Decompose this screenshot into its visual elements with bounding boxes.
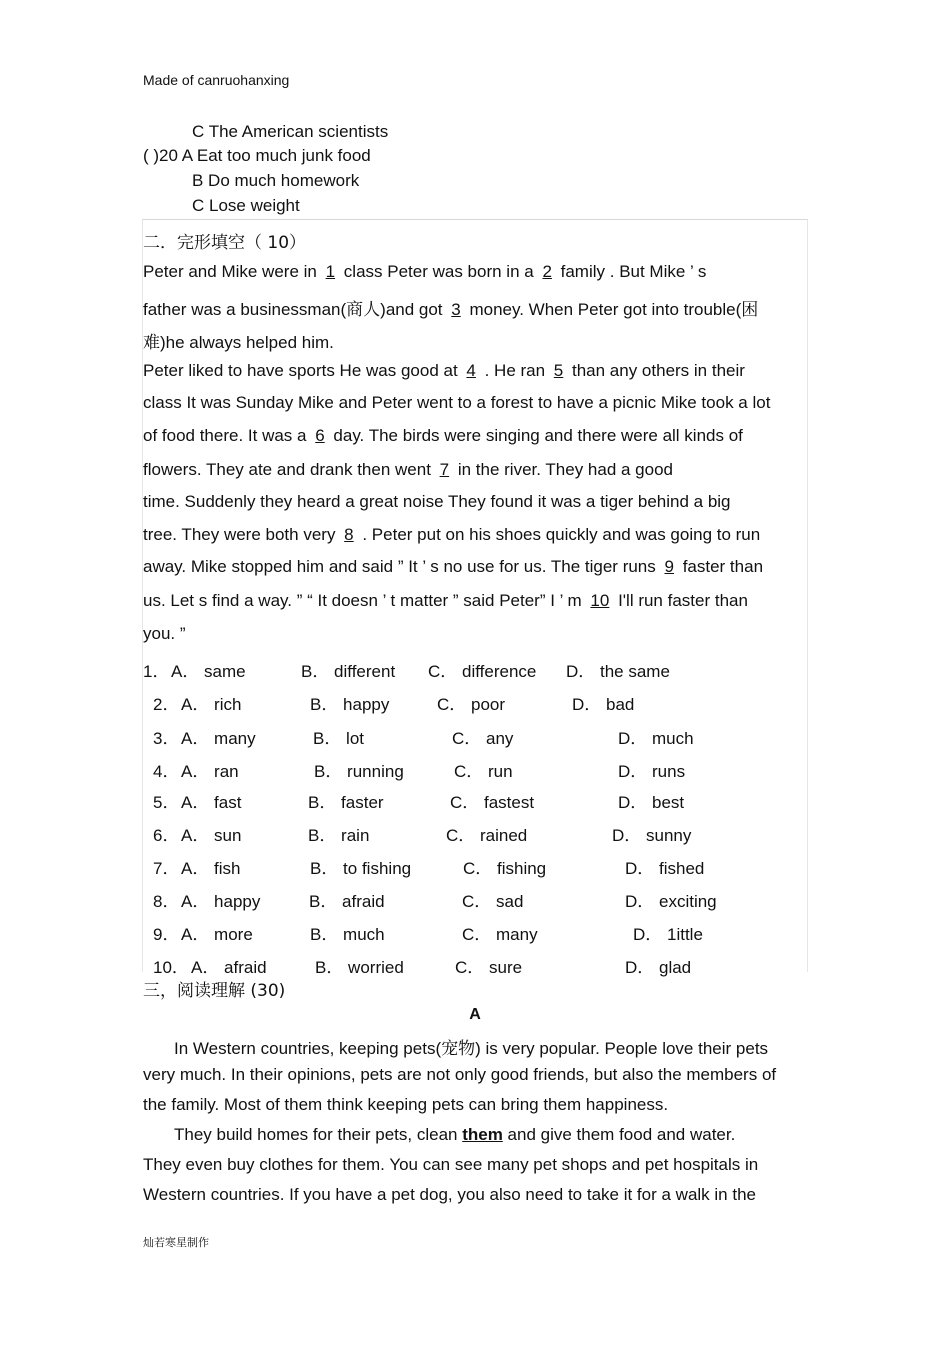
option-row-4	[153, 757, 686, 782]
text: I'll run faster than	[613, 591, 748, 610]
blank-10: 10	[590, 591, 610, 610]
text: and give them food and water.	[502, 1125, 736, 1144]
option-number: 5．	[153, 793, 180, 812]
option-a: A． happy	[181, 892, 261, 911]
text: than any others in their	[567, 361, 745, 380]
text: in the river. They had a good	[453, 460, 673, 479]
cloze-line-7	[143, 460, 673, 480]
cloze-line-4	[143, 361, 745, 381]
option-number: 2．	[153, 695, 180, 714]
text: us. Let s find a way. ” “ It doesn ’ t matter ” said Peter” I ’ m	[143, 591, 587, 610]
option-d: D． 1ittle	[633, 925, 703, 944]
passage-p1-line-2: very much. In their opinions, pets are not only good friends, but also the members of	[143, 1065, 777, 1084]
cloze-line-12: you. ”	[143, 624, 186, 643]
option-row-6	[153, 821, 692, 846]
cloze-line-10	[143, 557, 763, 577]
option-a: A． rich	[181, 695, 242, 714]
option-d: D． best	[618, 793, 685, 812]
option-c: C． difference	[428, 662, 537, 681]
option-number: 9．	[153, 925, 180, 944]
option-row-9	[153, 920, 703, 945]
option-b: B． much	[310, 925, 385, 944]
passage-p1-line-3: the family. Most of them think keeping pets can bring them happiness.	[143, 1095, 669, 1114]
option-a: A． afraid	[191, 958, 267, 977]
option-a: A． fish	[181, 859, 241, 878]
text: of food there. It was a	[143, 426, 312, 445]
option-b: B． lot	[313, 729, 365, 748]
text: family . But Mike ’ s	[555, 262, 707, 281]
option-b: B． happy	[310, 695, 390, 714]
option-c: C． run	[454, 762, 513, 781]
option-b: B． faster	[308, 793, 384, 812]
blank-3: 3	[451, 300, 461, 319]
option-a: A． more	[181, 925, 253, 944]
blank-2: 2	[542, 262, 552, 281]
option-c: C． any	[452, 729, 514, 748]
text: Peter liked to have sports He was good at	[143, 361, 463, 380]
option-row-10	[153, 953, 692, 978]
text: Peter and Mike were in	[143, 262, 322, 281]
option-row-3	[153, 724, 694, 749]
option-b: B． running	[314, 762, 404, 781]
option-c: C． many	[462, 925, 538, 944]
passage-p2-line-2: They even buy clothes for them. You can see many pet shops and pet hospitals in	[143, 1155, 759, 1174]
option-d: D． fished	[625, 859, 705, 878]
text: flowers. They ate and drank then went	[143, 460, 436, 479]
option-number: 8．	[153, 892, 180, 911]
option-a: A． many	[181, 729, 256, 748]
option-c: C． poor	[437, 695, 506, 714]
option-d: D． runs	[618, 762, 686, 781]
option-number: 10．	[153, 958, 189, 977]
option-b: B． afraid	[309, 892, 385, 911]
passage-p2-line-3: Western countries. If you have a pet dog, you also need to take it for a walk in the	[143, 1185, 756, 1204]
option-d: D． the same	[566, 662, 670, 681]
option-d: D． glad	[625, 958, 692, 977]
text: away. Mike stopped him and said ” It ’ s no use for us. The tiger runs	[143, 557, 661, 576]
cloze-line-9	[143, 525, 760, 545]
text: tree. They were both very	[143, 525, 341, 544]
option-b: B． worried	[315, 958, 404, 977]
cloze-line-2	[143, 295, 758, 320]
option-number: 6．	[153, 826, 180, 845]
option-number: 1．	[143, 662, 170, 681]
cloze-line-5: class It was Sunday Mike and Peter went to a forest to have a picnic Mike took a lot	[143, 393, 771, 412]
option-d: D． much	[618, 729, 694, 748]
q20-option-c: C Lose weight	[192, 196, 300, 215]
option-a: A． same	[171, 662, 246, 681]
option-c: C． fastest	[450, 793, 535, 812]
underlined-word: them	[462, 1125, 503, 1144]
reading-section-title: 三，阅读理解 (30)	[143, 981, 286, 1001]
cloze-line-8: time. Suddenly they heard a great noise They found it was a tiger behind a big	[143, 492, 731, 511]
option-b: B． to fishing	[310, 859, 412, 878]
option-a: A． ran	[181, 762, 239, 781]
option-a: A． sun	[181, 826, 242, 845]
blank-1: 1	[325, 262, 336, 281]
text: They build homes for their pets, clean	[174, 1125, 463, 1144]
option-b: B． rain	[308, 826, 370, 845]
option-number: 4．	[153, 762, 180, 781]
text: money. When Peter got into trouble(困	[464, 300, 759, 319]
option-row-2	[153, 690, 635, 715]
page-header: Made of canruohanxing	[143, 72, 290, 88]
passage-p2-line-1	[174, 1125, 735, 1145]
option-number: 7．	[153, 859, 180, 878]
cloze-line-6	[143, 426, 743, 446]
blank-5: 5	[553, 361, 564, 380]
text: father was a businessman(商人)and got	[143, 300, 448, 319]
text: class Peter was born in a	[339, 262, 539, 281]
q19-option-c: C The American scientists	[192, 122, 389, 141]
option-a: A． fast	[181, 793, 242, 812]
q20-stem: ( )20 A Eat too much junk food	[143, 146, 371, 165]
blank-7: 7	[439, 460, 450, 479]
blank-4: 4	[466, 361, 476, 380]
blank-6: 6	[315, 426, 325, 445]
text: faster than	[677, 557, 764, 576]
option-c: C． fishing	[463, 859, 547, 878]
option-row-8	[153, 887, 717, 912]
cloze-line-3: 难)he always helped him.	[143, 333, 334, 352]
blank-8: 8	[344, 525, 354, 544]
text: . He ran	[479, 361, 550, 380]
option-c: C． sure	[455, 958, 523, 977]
passage-p1-line-1: In Western countries, keeping pets(宠物) is very popular. People love their pets	[174, 1039, 769, 1058]
option-c: C． sad	[462, 892, 524, 911]
text: day. The birds were singing and there were all kinds of	[328, 426, 743, 445]
option-d: D． bad	[572, 695, 635, 714]
cloze-line-1	[143, 262, 706, 282]
cloze-section-title: 二．完形填空（ 10）	[143, 233, 307, 253]
text: . Peter put on his shoes quickly and was going to run	[357, 525, 761, 544]
option-d: D． sunny	[612, 826, 692, 845]
option-c: C． rained	[446, 826, 528, 845]
option-row-7	[153, 854, 705, 879]
option-row-1	[143, 657, 670, 682]
q20-option-b: B Do much homework	[192, 171, 360, 190]
cloze-line-11	[143, 591, 748, 611]
option-d: D． exciting	[625, 892, 717, 911]
page-footer: 灿若寒星制作	[143, 1236, 209, 1249]
passage-label: A	[469, 1006, 481, 1023]
option-number: 3．	[153, 729, 180, 748]
blank-9: 9	[664, 557, 674, 576]
option-row-5	[153, 788, 685, 813]
option-b: B． different	[301, 662, 396, 681]
